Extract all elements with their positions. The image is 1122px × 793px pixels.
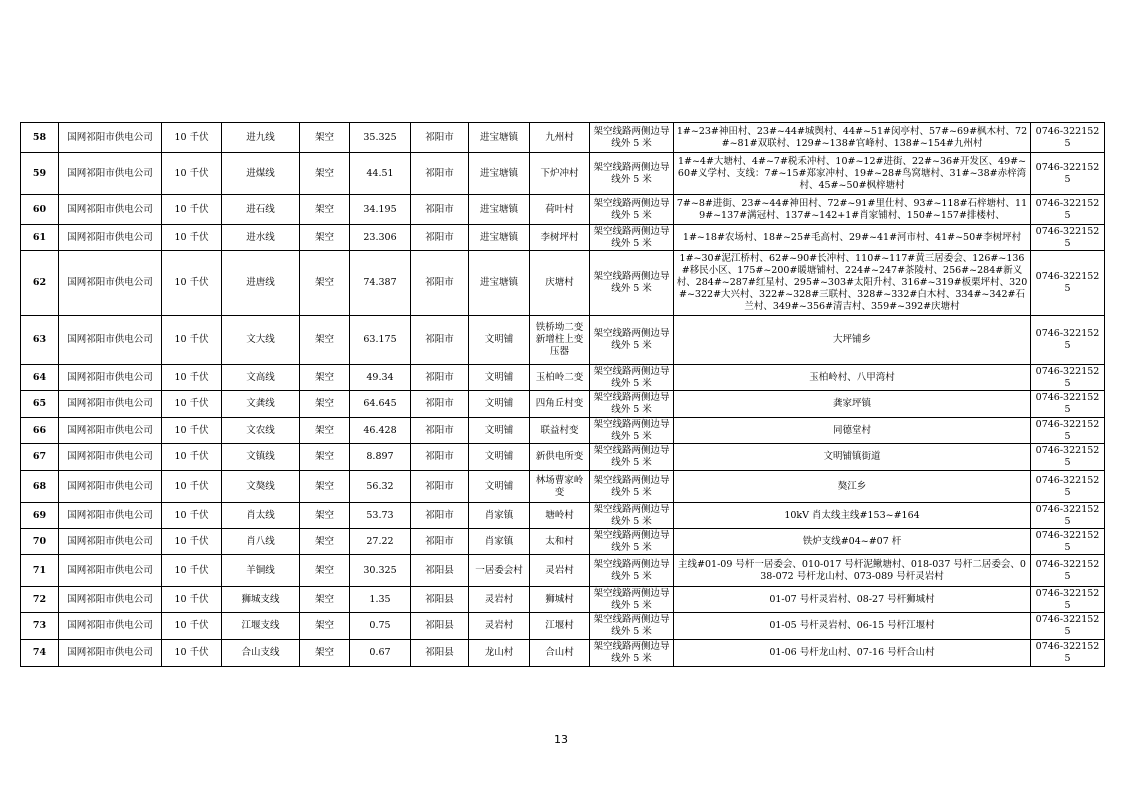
row-number: 63	[21, 316, 59, 365]
town-cell: 肖家镇	[469, 529, 530, 555]
table-row	[21, 555, 1105, 587]
phone-cell: 0746-3221525	[1031, 471, 1105, 503]
town-cell: 灵岩村	[469, 613, 530, 640]
line-name-cell: 进煤线	[222, 153, 300, 195]
phone-cell: 0746-3221525	[1031, 251, 1105, 316]
table-row	[21, 153, 1105, 195]
city-cell: 祁阳市	[411, 316, 469, 365]
village-cell: 林场曹家岭变	[530, 471, 590, 503]
protection-range-cell: 架空线路两侧边导线外 5 米	[590, 391, 674, 418]
company-cell: 国网祁阳市供电公司	[59, 153, 162, 195]
row-number: 64	[21, 365, 59, 391]
village-cell: 塘岭村	[530, 503, 590, 529]
protection-range-cell: 架空线路两侧边导线外 5 米	[590, 251, 674, 316]
phone-cell: 0746-3221525	[1031, 587, 1105, 613]
voltage-cell: 10 千伏	[162, 316, 222, 365]
town-cell: 龙山村	[469, 640, 530, 667]
line-type-cell: 架空	[300, 225, 350, 251]
phone-cell: 0746-3221525	[1031, 225, 1105, 251]
company-cell: 国网祁阳市供电公司	[59, 640, 162, 667]
line-name-cell: 江堰支线	[222, 613, 300, 640]
voltage-cell: 10 千伏	[162, 153, 222, 195]
length-cell: 49.34	[350, 365, 411, 391]
line-type-cell: 架空	[300, 316, 350, 365]
company-cell: 国网祁阳市供电公司	[59, 251, 162, 316]
protection-range-cell: 架空线路两侧边导线外 5 米	[590, 555, 674, 587]
city-cell: 祁阳市	[411, 153, 469, 195]
village-cell: 九州村	[530, 123, 590, 153]
table-row	[21, 316, 1105, 365]
protection-range-cell: 架空线路两侧边导线外 5 米	[590, 444, 674, 471]
length-cell: 34.195	[350, 195, 411, 225]
row-number: 62	[21, 251, 59, 316]
protection-range-cell: 架空线路两侧边导线外 5 米	[590, 529, 674, 555]
row-number: 70	[21, 529, 59, 555]
voltage-cell: 10 千伏	[162, 529, 222, 555]
line-type-cell: 架空	[300, 640, 350, 667]
length-cell: 23.306	[350, 225, 411, 251]
phone-cell: 0746-3221525	[1031, 391, 1105, 418]
table-row	[21, 640, 1105, 667]
city-cell: 祁阳市	[411, 444, 469, 471]
protection-range-cell: 架空线路两侧边导线外 5 米	[590, 418, 674, 444]
city-cell: 祁阳市	[411, 195, 469, 225]
row-number: 60	[21, 195, 59, 225]
areas-cell: 獒江乡	[674, 471, 1031, 503]
areas-cell: 1#~23#神田村、23#~44#城舆村、44#~51#闵亭村、57#~69#枫木村、72#~81#双联村、129#~138#官峰村、138#~154#九州村	[674, 123, 1031, 153]
town-cell: 进宝塘镇	[469, 195, 530, 225]
line-type-cell: 架空	[300, 587, 350, 613]
company-cell: 国网祁阳市供电公司	[59, 365, 162, 391]
village-cell: 新供电所变	[530, 444, 590, 471]
phone-cell: 0746-3221525	[1031, 444, 1105, 471]
protection-range-cell: 架空线路两侧边导线外 5 米	[590, 153, 674, 195]
company-cell: 国网祁阳市供电公司	[59, 555, 162, 587]
table-wrapper	[20, 122, 1104, 667]
areas-cell: 01-06 号杆龙山村、07-16 号杆合山村	[674, 640, 1031, 667]
line-type-cell: 架空	[300, 365, 350, 391]
company-cell: 国网祁阳市供电公司	[59, 529, 162, 555]
phone-cell: 0746-3221525	[1031, 418, 1105, 444]
voltage-cell: 10 千伏	[162, 555, 222, 587]
village-cell: 玉柏岭二变	[530, 365, 590, 391]
line-type-cell: 架空	[300, 529, 350, 555]
line-name-cell: 文龚线	[222, 391, 300, 418]
areas-cell: 主线#01-09 号杆一居委会、010-017 号杆泥鳅塘村、018-037 号杆二居委会、038-072 号杆龙山村、073-089 号杆灵岩村	[674, 555, 1031, 587]
protection-range-cell: 架空线路两侧边导线外 5 米	[590, 471, 674, 503]
voltage-cell: 10 千伏	[162, 587, 222, 613]
table-row	[21, 503, 1105, 529]
areas-cell: 01-07 号杆灵岩村、08-27 号杆狮城村	[674, 587, 1031, 613]
protection-range-cell: 架空线路两侧边导线外 5 米	[590, 365, 674, 391]
city-cell: 祁阳市	[411, 391, 469, 418]
line-name-cell: 文镇线	[222, 444, 300, 471]
row-number: 66	[21, 418, 59, 444]
village-cell: 合山村	[530, 640, 590, 667]
city-cell: 祁阳市	[411, 251, 469, 316]
city-cell: 祁阳市	[411, 503, 469, 529]
table-row	[21, 444, 1105, 471]
protection-range-cell: 架空线路两侧边导线外 5 米	[590, 195, 674, 225]
phone-cell: 0746-3221525	[1031, 613, 1105, 640]
town-cell: 肖家镇	[469, 503, 530, 529]
town-cell: 文明铺	[469, 365, 530, 391]
city-cell: 祁阳市	[411, 225, 469, 251]
phone-cell: 0746-3221525	[1031, 555, 1105, 587]
row-number: 71	[21, 555, 59, 587]
areas-cell: 同德堂村	[674, 418, 1031, 444]
company-cell: 国网祁阳市供电公司	[59, 444, 162, 471]
protection-range-cell: 架空线路两侧边导线外 5 米	[590, 587, 674, 613]
company-cell: 国网祁阳市供电公司	[59, 391, 162, 418]
town-cell: 文明铺	[469, 444, 530, 471]
town-cell: 文明铺	[469, 418, 530, 444]
length-cell: 53.73	[350, 503, 411, 529]
village-cell: 庆塘村	[530, 251, 590, 316]
company-cell: 国网祁阳市供电公司	[59, 195, 162, 225]
line-type-cell: 架空	[300, 391, 350, 418]
city-cell: 祁阳县	[411, 587, 469, 613]
length-cell: 8.897	[350, 444, 411, 471]
length-cell: 35.325	[350, 123, 411, 153]
table-row	[21, 225, 1105, 251]
city-cell: 祁阳市	[411, 123, 469, 153]
line-type-cell: 架空	[300, 418, 350, 444]
row-number: 58	[21, 123, 59, 153]
voltage-cell: 10 千伏	[162, 503, 222, 529]
village-cell: 荷叶村	[530, 195, 590, 225]
line-type-cell: 架空	[300, 555, 350, 587]
length-cell: 64.645	[350, 391, 411, 418]
town-cell: 进宝塘镇	[469, 123, 530, 153]
line-type-cell: 架空	[300, 123, 350, 153]
city-cell: 祁阳县	[411, 613, 469, 640]
city-cell: 祁阳市	[411, 529, 469, 555]
table-row	[21, 391, 1105, 418]
length-cell: 63.175	[350, 316, 411, 365]
protection-range-cell: 架空线路两侧边导线外 5 米	[590, 503, 674, 529]
row-number: 69	[21, 503, 59, 529]
phone-cell: 0746-3221525	[1031, 316, 1105, 365]
voltage-cell: 10 千伏	[162, 613, 222, 640]
row-number: 72	[21, 587, 59, 613]
line-name-cell: 狮城支线	[222, 587, 300, 613]
row-number: 68	[21, 471, 59, 503]
areas-cell: 大坪铺乡	[674, 316, 1031, 365]
areas-cell: 1#~4#大塘村、4#~7#税禾冲村、10#~12#进街、22#~36#开发区、49#~60#义学村、支线：7#~15#郑家冲村、19#~28#鸟窝塘村、31#~38#赤梓湾村、45#~50#枫梓塘村	[674, 153, 1031, 195]
phone-cell: 0746-3221525	[1031, 123, 1105, 153]
line-name-cell: 文大线	[222, 316, 300, 365]
town-cell: 文明铺	[469, 316, 530, 365]
town-cell: 进宝塘镇	[469, 153, 530, 195]
areas-cell: 7#~8#进街、23#~44#神田村、72#~91#里仕村、93#~118#石梓塘村、119#~137#满冠村、137#~142+1#肖家铺村、150#~157#排楼村、	[674, 195, 1031, 225]
table-row	[21, 195, 1105, 225]
company-cell: 国网祁阳市供电公司	[59, 587, 162, 613]
town-cell: 一居委会村	[469, 555, 530, 587]
areas-cell: 1#~18#农场村、18#~25#毛高村、29#~41#河市村、41#~50#李树坪村	[674, 225, 1031, 251]
line-name-cell: 文高线	[222, 365, 300, 391]
table-row	[21, 123, 1105, 153]
voltage-cell: 10 千伏	[162, 418, 222, 444]
phone-cell: 0746-3221525	[1031, 365, 1105, 391]
line-type-cell: 架空	[300, 153, 350, 195]
village-cell: 太和村	[530, 529, 590, 555]
company-cell: 国网祁阳市供电公司	[59, 503, 162, 529]
row-number: 74	[21, 640, 59, 667]
table-row	[21, 613, 1105, 640]
row-number: 73	[21, 613, 59, 640]
village-cell: 下炉冲村	[530, 153, 590, 195]
voltage-cell: 10 千伏	[162, 251, 222, 316]
line-type-cell: 架空	[300, 195, 350, 225]
table-row	[21, 587, 1105, 613]
phone-cell: 0746-3221525	[1031, 153, 1105, 195]
voltage-cell: 10 千伏	[162, 195, 222, 225]
village-cell: 联益村变	[530, 418, 590, 444]
line-name-cell: 文农线	[222, 418, 300, 444]
line-name-cell: 合山支线	[222, 640, 300, 667]
line-name-cell: 肖太线	[222, 503, 300, 529]
voltage-cell: 10 千伏	[162, 640, 222, 667]
phone-cell: 0746-3221525	[1031, 529, 1105, 555]
table-body	[21, 123, 1105, 667]
protection-range-cell: 架空线路两侧边导线外 5 米	[590, 123, 674, 153]
company-cell: 国网祁阳市供电公司	[59, 316, 162, 365]
protection-range-cell: 架空线路两侧边导线外 5 米	[590, 640, 674, 667]
voltage-cell: 10 千伏	[162, 123, 222, 153]
phone-cell: 0746-3221525	[1031, 640, 1105, 667]
line-type-cell: 架空	[300, 444, 350, 471]
city-cell: 祁阳市	[411, 418, 469, 444]
row-number: 67	[21, 444, 59, 471]
voltage-cell: 10 千伏	[162, 444, 222, 471]
city-cell: 祁阳市	[411, 365, 469, 391]
company-cell: 国网祁阳市供电公司	[59, 225, 162, 251]
protection-range-cell: 架空线路两侧边导线外 5 米	[590, 613, 674, 640]
village-cell: 铁桥坳二变新增柱上变压器	[530, 316, 590, 365]
town-cell: 文明铺	[469, 391, 530, 418]
line-name-cell: 羊铜线	[222, 555, 300, 587]
line-type-cell: 架空	[300, 613, 350, 640]
length-cell: 74.387	[350, 251, 411, 316]
line-name-cell: 肖八线	[222, 529, 300, 555]
city-cell: 祁阳市	[411, 471, 469, 503]
company-cell: 国网祁阳市供电公司	[59, 471, 162, 503]
town-cell: 灵岩村	[469, 587, 530, 613]
phone-cell: 0746-3221525	[1031, 195, 1105, 225]
areas-cell: 铁炉支线#04~#07 杆	[674, 529, 1031, 555]
areas-cell: 01-05 号杆灵岩村、06-15 号杆江堰村	[674, 613, 1031, 640]
length-cell: 0.67	[350, 640, 411, 667]
row-number: 65	[21, 391, 59, 418]
line-name-cell: 进九线	[222, 123, 300, 153]
city-cell: 祁阳县	[411, 640, 469, 667]
line-name-cell: 进唐线	[222, 251, 300, 316]
town-cell: 文明铺	[469, 471, 530, 503]
length-cell: 1.35	[350, 587, 411, 613]
protection-range-cell: 架空线路两侧边导线外 5 米	[590, 225, 674, 251]
line-type-cell: 架空	[300, 471, 350, 503]
village-cell: 李树坪村	[530, 225, 590, 251]
protection-range-cell: 架空线路两侧边导线外 5 米	[590, 316, 674, 365]
company-cell: 国网祁阳市供电公司	[59, 613, 162, 640]
length-cell: 56.32	[350, 471, 411, 503]
areas-cell: 玉柏岭村、八甲湾村	[674, 365, 1031, 391]
line-type-cell: 架空	[300, 503, 350, 529]
length-cell: 27.22	[350, 529, 411, 555]
village-cell: 江堰村	[530, 613, 590, 640]
line-table	[20, 122, 1105, 667]
length-cell: 44.51	[350, 153, 411, 195]
city-cell: 祁阳县	[411, 555, 469, 587]
page-number: 13	[554, 733, 568, 746]
village-cell: 狮城村	[530, 587, 590, 613]
village-cell: 四角丘村变	[530, 391, 590, 418]
table-row	[21, 365, 1105, 391]
length-cell: 46.428	[350, 418, 411, 444]
row-number: 59	[21, 153, 59, 195]
areas-cell: 1#~30#泥江桥村、62#~90#长冲村、110#~117#黄三居委会、126#~136#移民小区、175#~200#暖塘铺村、224#~247#茶陵村、256#~284#新义村、284#~287#红星村、295#~303#太阳升村、316#~319#板栗坪村、320#~322#大兴村、322#~328#三联村、328#~332#白木村、334#~342#石兰村、349#~356#清吉村、359#~392#庆塘村	[674, 251, 1031, 316]
areas-cell: 文明铺镇街道	[674, 444, 1031, 471]
town-cell: 进宝塘镇	[469, 225, 530, 251]
voltage-cell: 10 千伏	[162, 471, 222, 503]
row-number: 61	[21, 225, 59, 251]
line-name-cell: 进水线	[222, 225, 300, 251]
table-row	[21, 471, 1105, 503]
line-name-cell: 进石线	[222, 195, 300, 225]
length-cell: 0.75	[350, 613, 411, 640]
table-row	[21, 418, 1105, 444]
phone-cell: 0746-3221525	[1031, 503, 1105, 529]
line-type-cell: 架空	[300, 251, 350, 316]
line-name-cell: 文獒线	[222, 471, 300, 503]
town-cell: 进宝塘镇	[469, 251, 530, 316]
company-cell: 国网祁阳市供电公司	[59, 418, 162, 444]
table-row	[21, 529, 1105, 555]
voltage-cell: 10 千伏	[162, 391, 222, 418]
company-cell: 国网祁阳市供电公司	[59, 123, 162, 153]
table-row	[21, 251, 1105, 316]
voltage-cell: 10 千伏	[162, 365, 222, 391]
areas-cell: 10kV 肖太线主线#153~#164	[674, 503, 1031, 529]
length-cell: 30.325	[350, 555, 411, 587]
voltage-cell: 10 千伏	[162, 225, 222, 251]
areas-cell: 龚家坪镇	[674, 391, 1031, 418]
village-cell: 灵岩村	[530, 555, 590, 587]
